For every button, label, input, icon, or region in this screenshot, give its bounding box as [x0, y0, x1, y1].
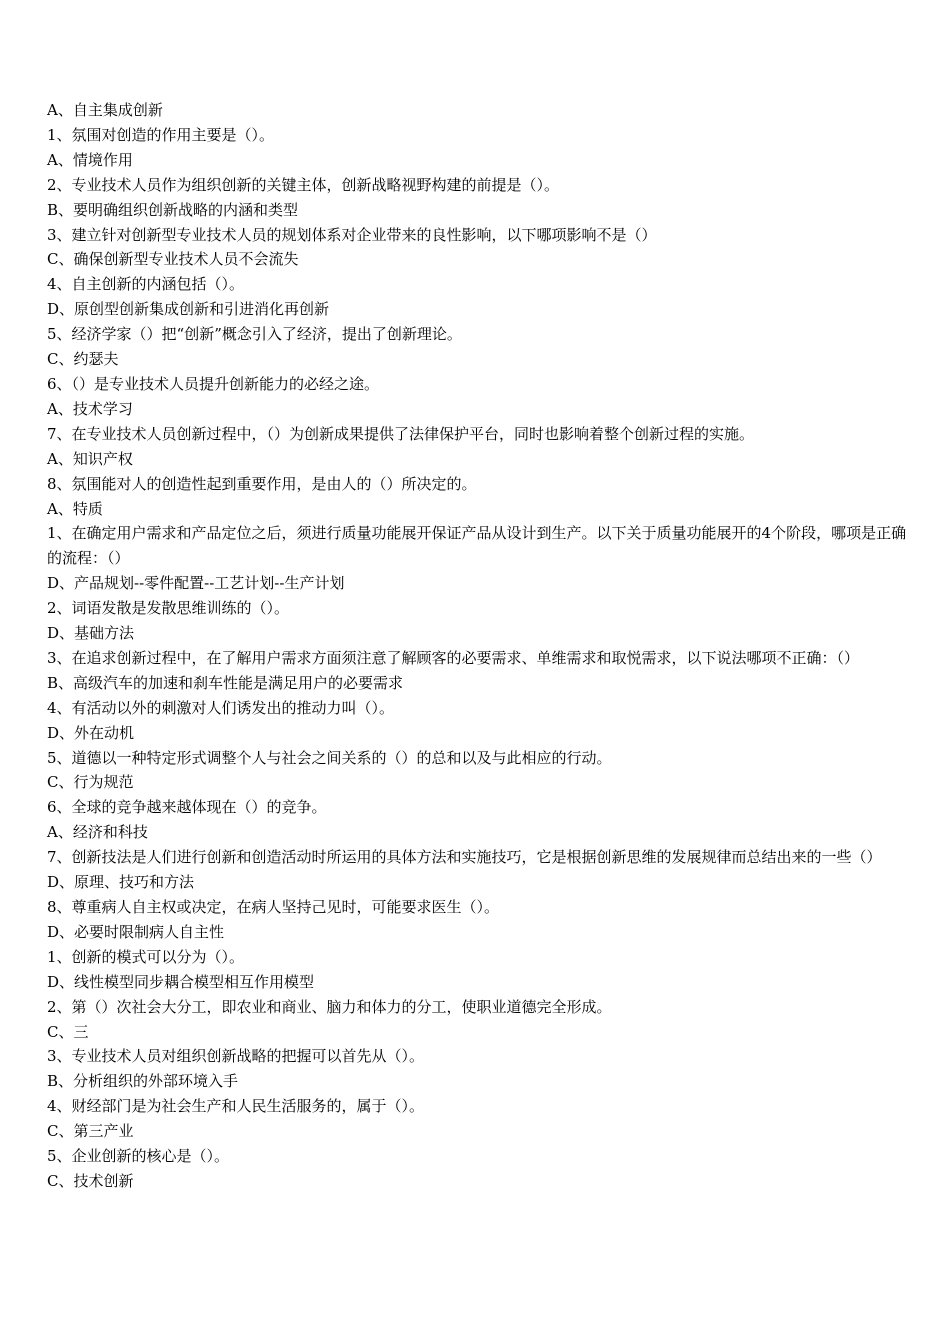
- question-line: 4、有活动以外的刺激对人们诱发出的推动力叫（）。: [47, 698, 395, 717]
- answer-line: A、自主集成创新: [47, 101, 163, 119]
- answer-line: B、高级汽车的加速和刹车性能是满足用户的必要需求: [47, 673, 404, 692]
- document-body: [47, 98, 909, 1194]
- answer-line: C、技术创新: [47, 1171, 134, 1190]
- answer-line: B、要明确组织创新战略的内涵和类型: [47, 200, 299, 219]
- question-line: 1、氛围对创造的作用主要是（）。: [47, 125, 275, 144]
- answer-line: D、必要时限制病人自主性: [47, 922, 225, 941]
- question-line: 3、建立针对创新型专业技术人员的规划体系对企业带来的良性影响，以下哪项影响不是（）: [47, 225, 657, 244]
- question-line: 6、（）是专业技术人员提升创新能力的必经之途。: [47, 374, 380, 393]
- answer-line: D、原理、技巧和方法: [47, 873, 195, 892]
- answer-line: A、知识产权: [47, 449, 133, 468]
- question-line: 5、企业创新的核心是（）。: [47, 1147, 230, 1166]
- question-line: 2、专业技术人员作为组织创新的关键主体，创新战略视野构建的前提是（）。: [47, 175, 560, 194]
- answer-line: A、技术学习: [47, 399, 133, 418]
- answer-line: D、基础方法: [47, 624, 135, 643]
- question-line: 3、在追求创新过程中，在了解用户需求方面须注意了解顾客的必要需求、单维需求和取悦需求，以下说法哪项不正确：（）: [47, 648, 860, 667]
- answer-line: C、约瑟夫: [47, 350, 119, 369]
- question-line: 5、经济学家（）把“创新”概念引入了经济，提出了创新理论。: [47, 325, 462, 344]
- question-line: 7、在专业技术人员创新过程中，（）为创新成果提供了法律保护平台，同时也影响着整个创新过程的实施。: [47, 424, 755, 443]
- question-line: 2、词语发散是发散思维训练的（）。: [47, 599, 290, 618]
- question-line: 4、财经部门是为社会生产和人民生活服务的，属于（）。: [47, 1097, 425, 1116]
- question-line: 1、在确定用户需求和产品定位之后，须进行质量功能展开保证产品从设计到生产。以下关于质量功能展开的4个阶段，哪项是正确的流程：（）: [47, 524, 907, 568]
- answer-line: C、三: [47, 1022, 89, 1041]
- question-line: 3、专业技术人员对组织创新战略的把握可以首先从（）。: [47, 1047, 425, 1066]
- question-line: 7、创新技法是人们进行创新和创造活动时所运用的具体方法和实施技巧，它是根据创新思维的发展规律而总结出来的一些（）: [47, 848, 882, 867]
- answer-line: D、外在动机: [47, 723, 135, 742]
- question-line: 8、尊重病人自主权或决定，在病人坚持己见时，可能要求医生（）。: [47, 898, 500, 916]
- answer-line: A、特质: [47, 499, 103, 518]
- answer-line: C、第三产业: [47, 1122, 134, 1141]
- answer-line: D、原创型创新集成创新和引进消化再创新: [47, 300, 330, 319]
- question-line: 8、氛围能对人的创造性起到重要作用，是由人的（）所决定的。: [47, 474, 477, 493]
- question-line: 4、自主创新的内涵包括（）。: [47, 275, 245, 294]
- answer-line: A、情境作用: [47, 150, 133, 169]
- answer-line: D、线性模型同步耦合模型相互作用模型: [47, 972, 315, 991]
- question-line: 5、道德以一种特定形式调整个人与社会之间关系的（）的总和以及与此相应的行动。: [47, 748, 612, 767]
- answer-line: D、产品规划--零件配置--工艺计划--生产计划: [47, 574, 345, 593]
- question-line: 1、创新的模式可以分为（）。: [47, 947, 245, 966]
- answer-line: C、确保创新型专业技术人员不会流失: [47, 250, 299, 269]
- answer-line: C、行为规范: [47, 773, 134, 792]
- answer-line: B、分析组织的外部环境入手: [47, 1072, 239, 1091]
- question-line: 6、全球的竞争越来越体现在（）的竞争。: [47, 798, 327, 817]
- answer-line: A、经济和科技: [47, 823, 148, 842]
- question-line: 2、第（）次社会大分工，即农业和商业、脑力和体力的分工，使职业道德完全形成。: [47, 997, 612, 1016]
